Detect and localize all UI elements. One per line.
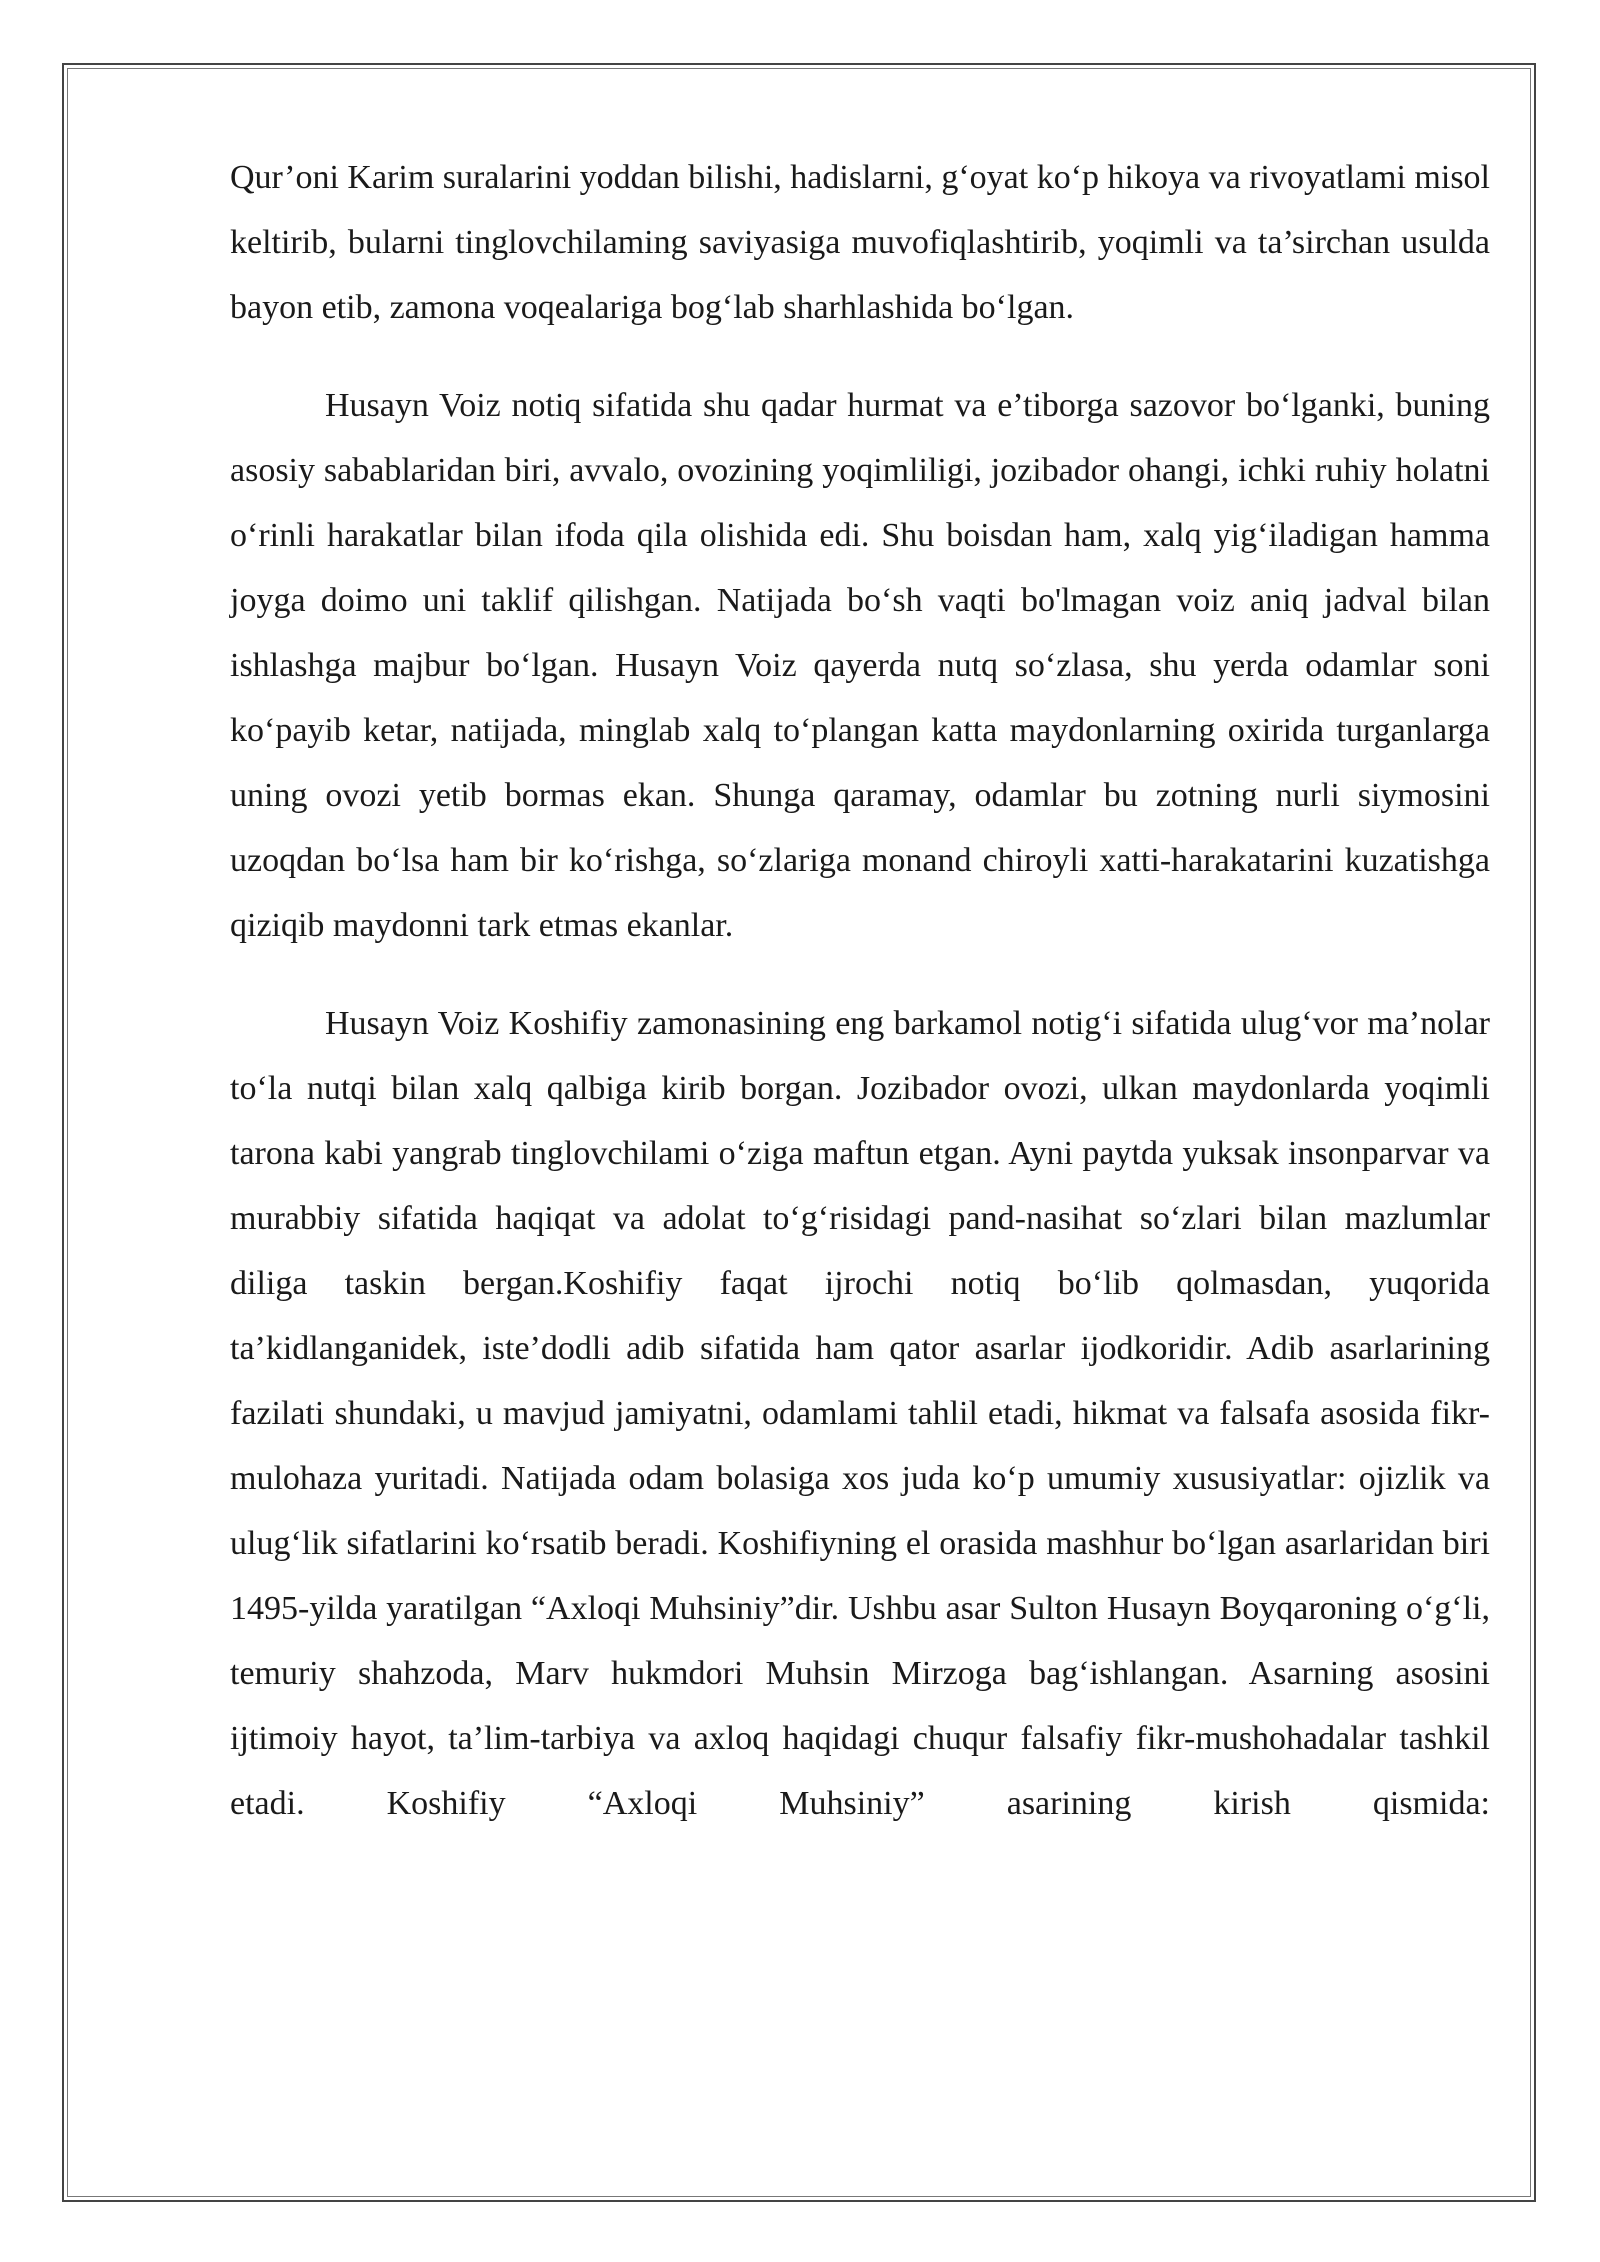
paragraph-2: Husayn Voiz notiq sifatida shu qadar hurmat va e’tiborga sazovor bo‘lganki, buning asosiy sabablaridan biri, avvalo, ovozining yoqimliligi, jozibador ohangi, ichki ruhiy holatni o‘rinli harakatlar bilan ifoda qila olishida edi. Shu boisdan ham, xalq yig‘iladigan hamma joyga doimo uni taklif qilishgan. Natijada bo‘sh vaqti bo'lmagan voiz aniq jadval bilan ishlashga majbur bo‘lgan. Husayn Voiz qayerda nutq so‘zlasa, shu yerda odamlar soni ko‘payib ketar, natijada, minglab xalq to‘plangan katta maydonlarning oxirida turganlarga uning ovozi yetib bormas ekan. Shunga qaramay, odamlar bu zotning nurli siymosini uzoqdan bo‘lsa ham bir ko‘rishga, so‘zlariga monand chiroyli xatti-harakatarini kuzatishga qiziqib maydonni tark etmas ekanlar. — [230, 387, 1490, 944]
document-body — [230, 145, 1490, 1836]
paragraph-1: Qur’oni Karim suralarini yoddan bilishi, hadislarni, g‘oyat ko‘p hikoya va rivoyatlami misol keltirib, bularni tinglovchilaming saviyasiga muvofiqlashtirib, yoqimli va ta’sirchan usulda bayon etib, zamona voqealariga bog‘lab sharhlashida bo‘lgan. — [230, 159, 1490, 326]
paragraph-3: Husayn Voiz Koshifiy zamonasining eng barkamol notig‘i sifatida ulug‘vor ma’nolar to‘la nutqi bilan xalq qalbiga kirib borgan. Jozibador ovozi, ulkan maydonlarda yoqimli tarona kabi yangrab tinglovchilami o‘ziga maftun etgan. Ayni paytda yuksak insonparvar va murabbiy sifatida haqiqat va adolat to‘g‘risidagi pand-nasihat so‘zlari bilan mazlumlar diliga taskin bergan.Koshifiy faqat ijrochi notiq bo‘lib qolmasdan, yuqorida ta’kidlanganidek, iste’dodli adib sifatida ham qator asarlar ijodkoridir. Adib asarlarining fazilati shundaki, u mavjud jamiyatni, odamlami tahlil etadi, hikmat va falsafa asosida fikr-mulohaza yuritadi. Natijada odam bolasiga xos juda ko‘p umumiy xususiyatlar: ojizlik va ulug‘lik sifatlarini ko‘rsatib beradi. Koshifiyning el orasida mashhur bo‘lgan asarlaridan biri 1495-yilda yaratilgan “Axloqi Muhsiniy”dir. Ushbu asar Sulton Husayn Boyqaroning o‘g‘li, temuriy shahzoda, Marv hukmdori Muhsin Mirzoga bag‘ishlangan. Asarning asosini ijtimoiy hayot, ta’lim-tarbiya va axloq haqidagi chuqur falsafiy fikr-mushohadalar tashkil etadi. Koshifiy “Axloqi Muhsiniy” asarining kirish qismida: — [230, 1005, 1490, 1822]
